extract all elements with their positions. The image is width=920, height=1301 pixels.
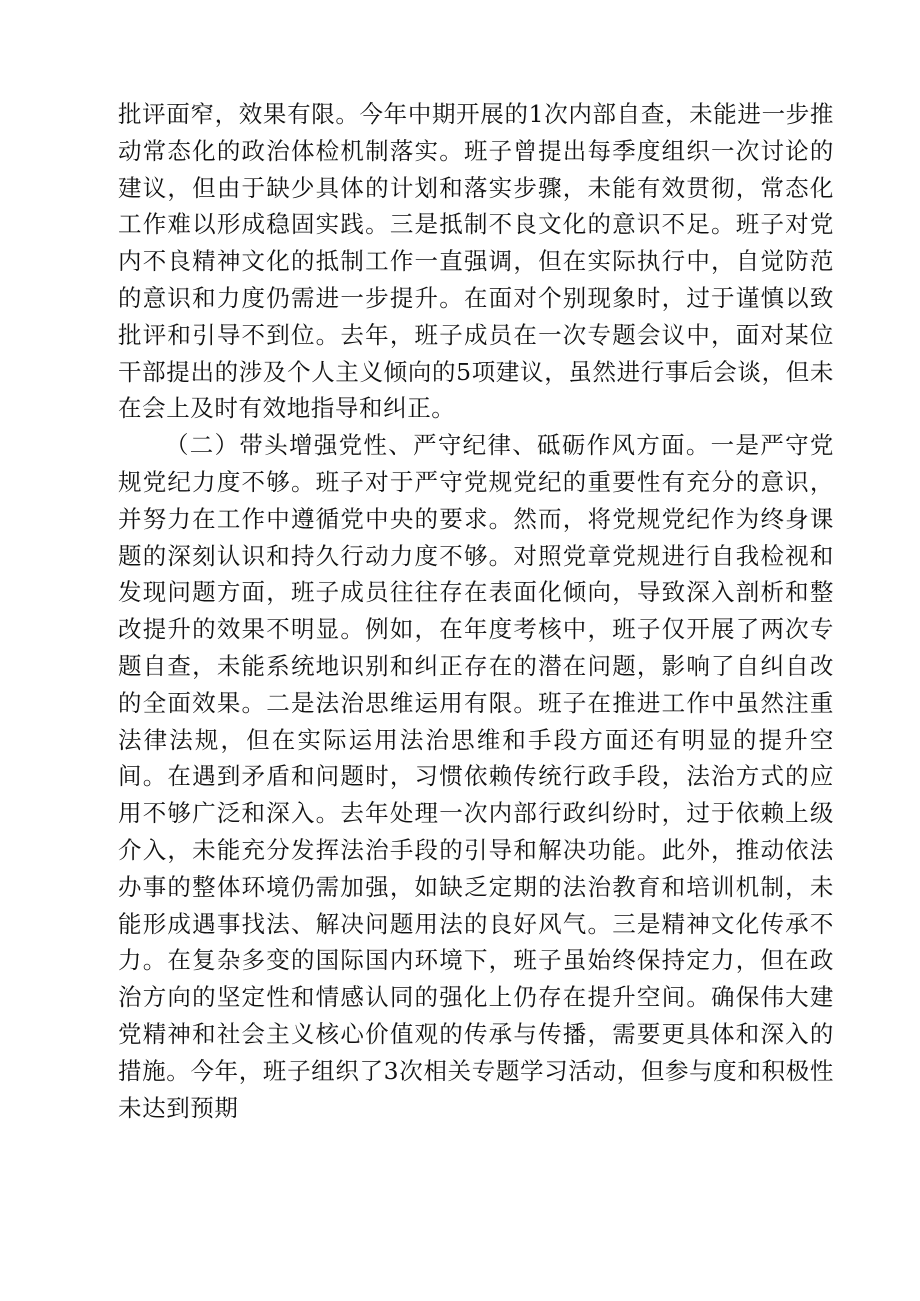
paragraph-continuation: 批评面窄，效果有限。今年中期开展的1次内部自查，未能进一步推动常态化的政治体检机制落实。班子曾提出每季度组织一次讨论的建议，但由于缺少具体的计划和落实步骤，未能有效贯彻，常态化工作难以形成稳固实践。三是抵制不良文化的意识不足。班子对党内不良精神文化的抵制工作一直强调，但在实际执行中，自觉防范的意识和力度仍需进一步提升。在面对个别现象时，过于谨慎以致批评和引导不到位。去年，班子成员在一次专题会议中，面对某位干部提出的涉及个人主义倾向的5项建议，虽然进行事后会谈，但未在会上及时有效地指导和纠正。: [118, 100, 834, 423]
paragraph-section-two: （二）带头增强党性、严守纪律、砥砺作风方面。一是严守党规党纪力度不够。班子对于严守党规党纪的重要性有充分的意识，并努力在工作中遵循党中央的要求。然而，将党规党纪作为终身课题的深刻认识和持久行动力度不够。对照党章党规进行自我检视和发现问题方面，班子成员往往存在表面化倾向，导致深入剖析和整改提升的效果不明显。例如，在年度考核中，班子仅开展了两次专题自查，未能系统地识别和纠正存在的潜在问题，影响了自纠自改的全面效果。二是法治思维运用有限。班子在推进工作中虽然注重法律法规，但在实际运用法治思维和手段方面还有明显的提升空间。在遇到矛盾和问题时，习惯依赖传统行政手段，法治方式的应用不够广泛和深入。去年处理一次内部行政纠纷时，过于依赖上级介入，未能充分发挥法治手段的引导和解决功能。此外，推动依法办事的整体环境仍需加强，如缺乏定期的法治教育和培训机制，未能形成遇事找法、解决问题用法的良好风气。三是精神文化传承不力。在复杂多变的国际国内环境下，班子虽始终保持定力，但在政治方向的坚定性和情感认同的强化上仍存在提升空间。确保伟大建党精神和社会主义核心价值观的传承与传播，需要更具体和深入的措施。今年，班子组织了3次相关专题学习活动，但参与度和积极性未达到预期: [118, 431, 834, 1122]
document-page: [118, 96, 834, 1126]
